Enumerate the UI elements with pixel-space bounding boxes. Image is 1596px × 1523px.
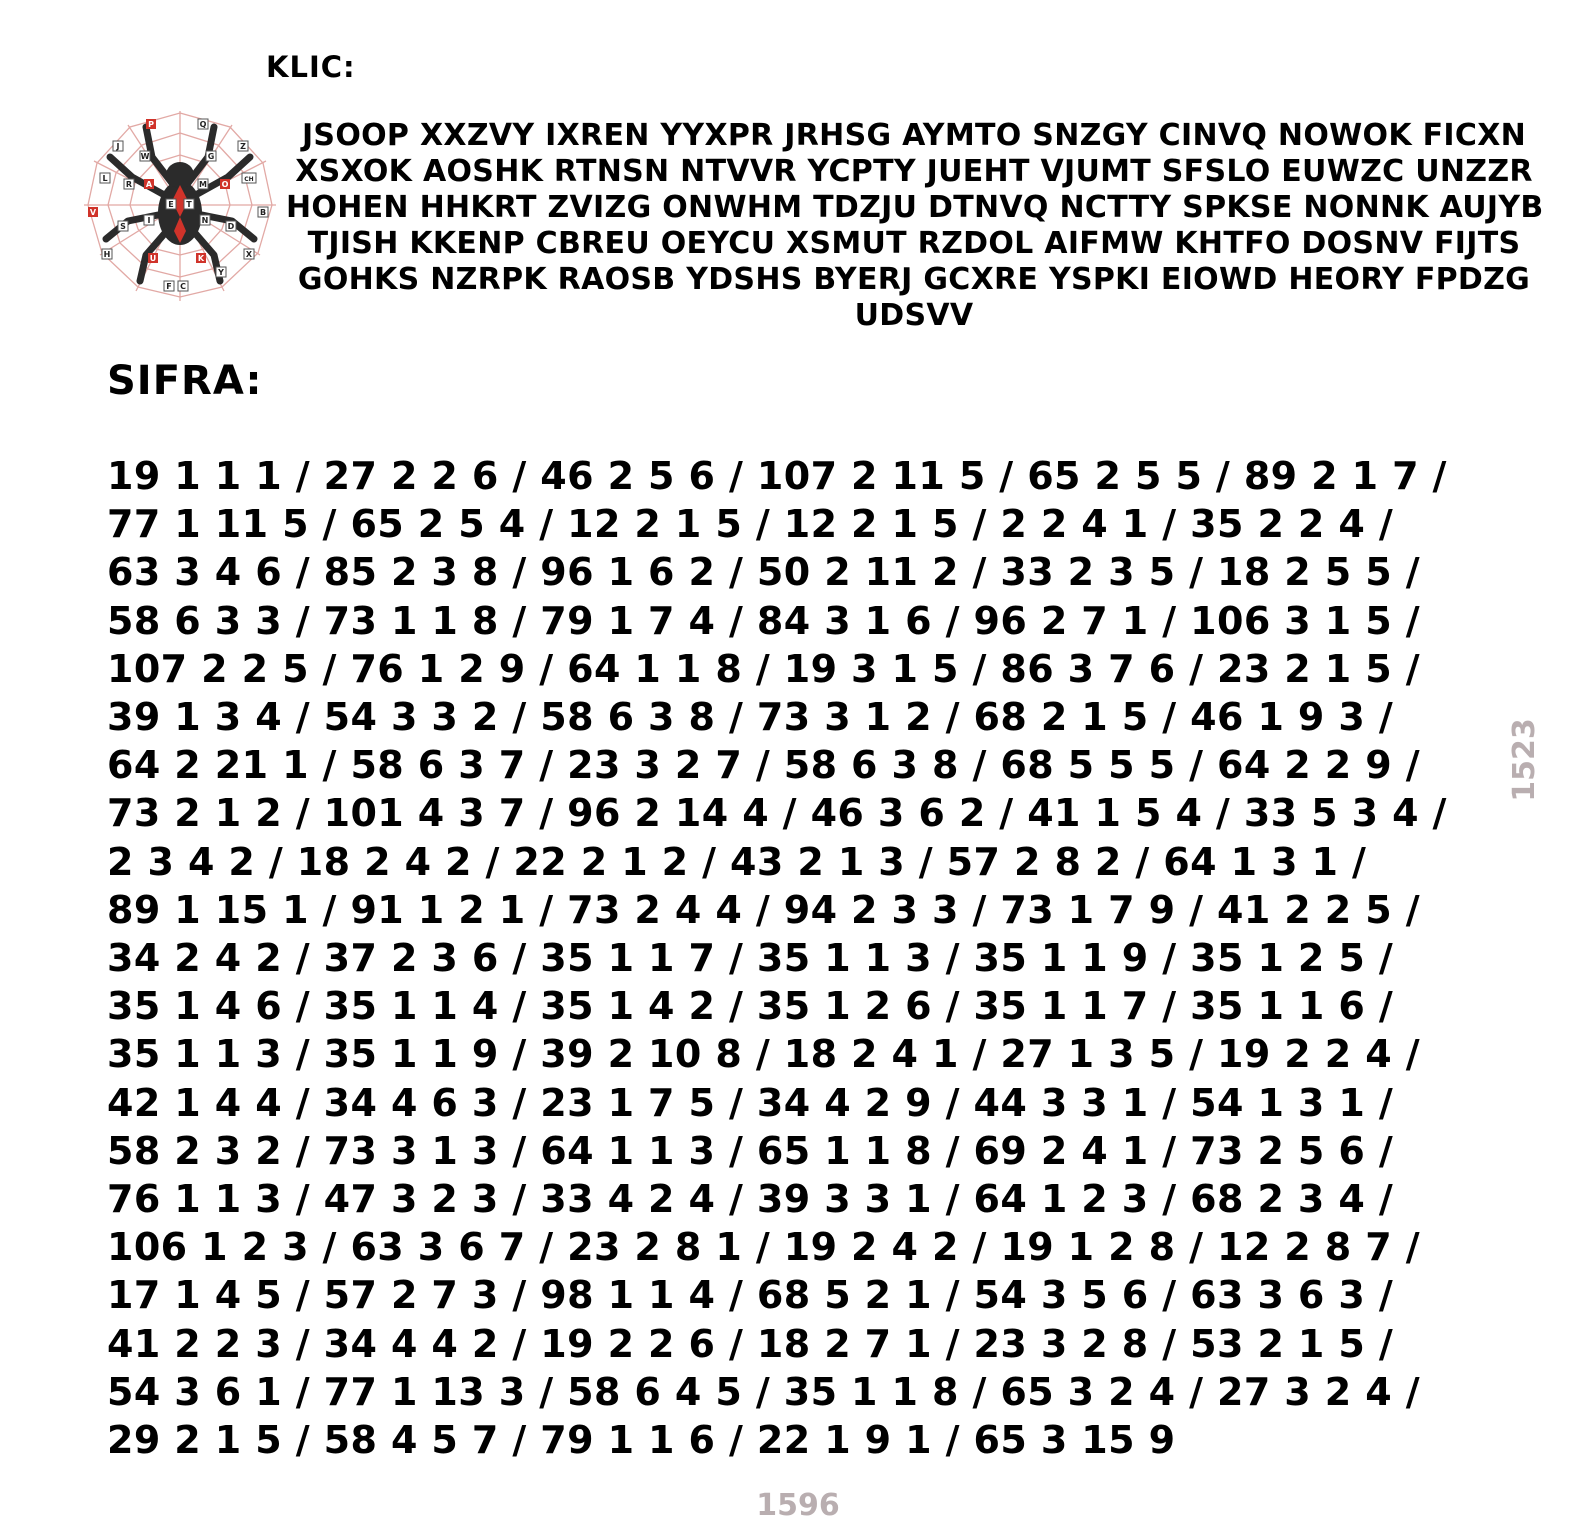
key-line: GOHKS NZRPK RAOSB YDSHS BYERJ GCXRE YSPKI EIOWD HEORY FPDZG bbox=[297, 262, 1531, 297]
svg-text:V: V bbox=[89, 208, 97, 217]
cipher-line: 58 2 3 2 / 73 3 1 3 / 64 1 1 3 / 65 1 1 8 / 69 2 4 1 / 73 2 5 6 / bbox=[107, 1128, 1394, 1173]
svg-text:Y: Y bbox=[218, 268, 224, 277]
svg-text:K: K bbox=[197, 254, 205, 263]
svg-text:H: H bbox=[103, 250, 111, 259]
cipher-label: SIFRA: bbox=[107, 358, 263, 404]
svg-text:M: M bbox=[199, 180, 207, 189]
svg-text:A: A bbox=[145, 180, 153, 189]
cipher-line: 89 1 15 1 / 91 1 2 1 / 73 2 4 4 / 94 2 3 3 / 73 1 7 9 / 41 2 2 5 / bbox=[107, 887, 1420, 932]
key-line: TJISH KKENP CBREU OEYCU XSMUT RZDOL AIFMW KHTFO DOSNV FIJTS bbox=[307, 226, 1521, 261]
cipher-line: 76 1 1 3 / 47 3 2 3 / 33 4 2 4 / 39 3 3 1 / 64 1 2 3 / 68 2 3 4 / bbox=[107, 1177, 1394, 1222]
svg-text:CH: CH bbox=[244, 176, 254, 183]
cipher-line: 64 2 21 1 / 58 6 3 7 / 23 3 2 7 / 58 6 3 8 / 68 5 5 5 / 64 2 2 9 / bbox=[107, 743, 1420, 788]
cipher-line: 39 1 3 4 / 54 3 3 2 / 58 6 3 8 / 73 3 1 2 / 68 2 1 5 / 46 1 9 3 / bbox=[107, 695, 1394, 740]
cipher-line: 29 2 1 5 / 58 4 5 7 / 79 1 1 6 / 22 1 9 1 / 65 3 15 9 bbox=[107, 1418, 1176, 1463]
cipher-line: 2 3 4 2 / 18 2 4 2 / 22 2 1 2 / 43 2 1 3 / 57 2 8 2 / 64 1 3 1 / bbox=[107, 839, 1367, 884]
key-label: KLIC: bbox=[266, 50, 356, 84]
svg-text:J: J bbox=[116, 142, 120, 151]
svg-text:G: G bbox=[207, 152, 215, 161]
key-line: UDSVV bbox=[854, 298, 974, 333]
svg-text:F: F bbox=[166, 282, 172, 291]
svg-text:E: E bbox=[168, 200, 174, 209]
cipher-text-block bbox=[107, 452, 1547, 1464]
svg-text:D: D bbox=[227, 222, 235, 231]
cipher-line: 58 6 3 3 / 73 1 1 8 / 79 1 7 4 / 84 3 1 6 / 96 2 7 1 / 106 3 1 5 / bbox=[107, 598, 1420, 643]
cipher-line: 54 3 6 1 / 77 1 13 3 / 58 6 4 5 / 35 1 1 8 / 65 3 2 4 / 27 3 2 4 / bbox=[107, 1369, 1420, 1414]
svg-text:S: S bbox=[120, 222, 126, 231]
cipher-line: 77 1 11 5 / 65 2 5 4 / 12 2 1 5 / 12 2 1 5 / 2 2 4 1 / 35 2 2 4 / bbox=[107, 502, 1394, 547]
cipher-line: 19 1 1 1 / 27 2 2 6 / 46 2 5 6 / 107 2 11 5 / 65 2 5 5 / 89 2 1 7 / bbox=[107, 454, 1447, 498]
svg-text:R: R bbox=[125, 180, 133, 189]
cipher-line: 106 1 2 3 / 63 3 6 7 / 23 2 8 1 / 19 2 4 2 / 19 1 2 8 / 12 2 8 7 / bbox=[107, 1225, 1420, 1270]
svg-text:B: B bbox=[259, 208, 267, 217]
width-dimension-label: 1596 bbox=[756, 1488, 840, 1523]
key-line: HOHEN HHKRT ZVIZG ONWHM TDZJU DTNVQ NCTTY SPKSE NONNK AUJYB bbox=[286, 190, 1544, 225]
cipher-line: 63 3 4 6 / 85 2 3 8 / 96 1 6 2 / 50 2 11 2 / 33 2 3 5 / 18 2 5 5 / bbox=[107, 550, 1420, 595]
spider-web-logo-icon bbox=[80, 105, 280, 305]
cipher-line: 42 1 4 4 / 34 4 6 3 / 23 1 7 5 / 34 4 2 9 / 44 3 3 1 / 54 1 3 1 / bbox=[107, 1080, 1394, 1125]
svg-text:O: O bbox=[221, 180, 229, 189]
key-line: XSXOK AOSHK RTNSN NTVVR YCPTY JUEHT VJUMT SFSLO EUWZC UNZZR bbox=[295, 154, 1533, 189]
cipher-line: 107 2 2 5 / 76 1 2 9 / 64 1 1 8 / 19 3 1 5 / 86 3 7 6 / 23 2 1 5 / bbox=[107, 646, 1420, 691]
svg-text:L: L bbox=[102, 174, 108, 183]
cipher-line: 35 1 4 6 / 35 1 1 4 / 35 1 4 2 / 35 1 2 6 / 35 1 1 7 / 35 1 1 6 / bbox=[107, 984, 1394, 1029]
height-dimension-label: 1523 bbox=[1507, 718, 1542, 802]
svg-text:Z: Z bbox=[240, 142, 246, 151]
svg-text:I: I bbox=[147, 216, 151, 225]
cipher-line: 41 2 2 3 / 34 4 4 2 / 19 2 2 6 / 18 2 7 1 / 23 3 2 8 / 53 2 1 5 / bbox=[107, 1321, 1394, 1366]
cipher-line: 35 1 1 3 / 35 1 1 9 / 39 2 10 8 / 18 2 4 1 / 27 1 3 5 / 19 2 2 4 / bbox=[107, 1032, 1420, 1077]
svg-text:W: W bbox=[140, 152, 150, 161]
svg-text:P: P bbox=[148, 120, 154, 129]
svg-text:C: C bbox=[180, 282, 186, 291]
svg-text:U: U bbox=[149, 254, 157, 263]
cipher-line: 34 2 4 2 / 37 2 3 6 / 35 1 1 7 / 35 1 1 3 / 35 1 1 9 / 35 1 2 5 / bbox=[107, 936, 1394, 981]
svg-text:T: T bbox=[186, 200, 192, 209]
svg-text:N: N bbox=[201, 216, 209, 225]
key-line: JSOOP XXZVY IXREN YYXPR JRHSG AYMTO SNZGY CINVQ NOWOK FICXN bbox=[301, 118, 1527, 153]
svg-text:Q: Q bbox=[199, 120, 207, 129]
key-text-block bbox=[286, 118, 1542, 334]
cipher-line: 73 2 1 2 / 101 4 3 7 / 96 2 14 4 / 46 3 6 2 / 41 1 5 4 / 33 5 3 4 / bbox=[107, 791, 1447, 836]
cipher-line: 17 1 4 5 / 57 2 7 3 / 98 1 1 4 / 68 5 2 1 / 54 3 5 6 / 63 3 6 3 / bbox=[107, 1273, 1394, 1318]
svg-text:X: X bbox=[245, 250, 253, 259]
